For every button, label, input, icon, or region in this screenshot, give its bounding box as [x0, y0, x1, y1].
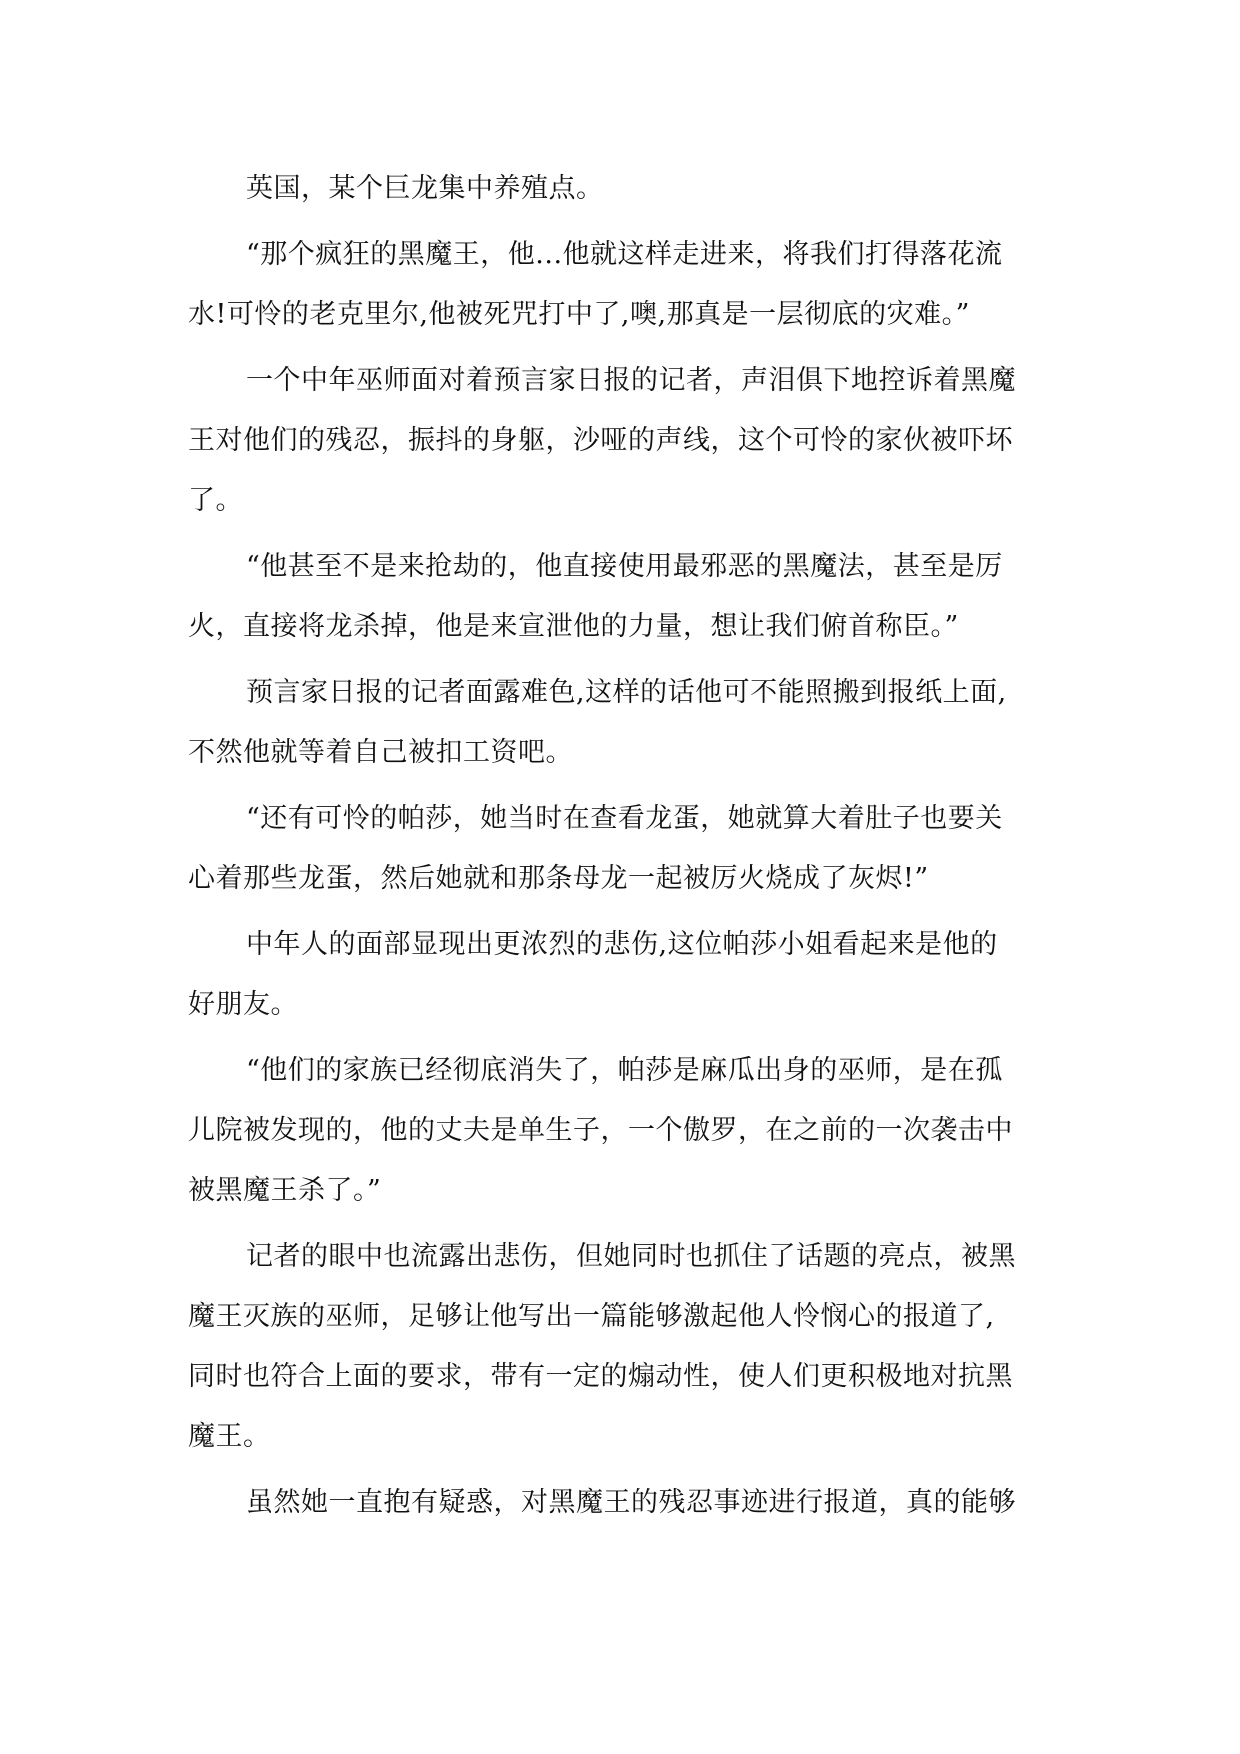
text-line: 好朋友。 [188, 989, 298, 1020]
text-line: 一个中年巫师面对着预言家日报的记者，声泪俱下地控诉着黑魔 [246, 365, 1016, 396]
text-line: 王对他们的残忍，振抖的身躯，沙哑的声线，这个可怜的家伙被吓坏 [188, 425, 1013, 456]
text-line: 火，直接将龙杀掉，他是来宣泄他的力量，想让我们俯首称臣。” [188, 611, 959, 642]
text-line: 不然他就等着自己被扣工资吧。 [188, 737, 573, 768]
text-line: “还有可怜的帕莎，她当时在查看龙蛋，她就算大着肚子也要关 [246, 803, 1003, 834]
text-line: 预言家日报的记者面露难色,这样的话他可不能照搬到报纸上面, [246, 677, 1007, 708]
text-line: 英国，某个巨龙集中养殖点。 [246, 173, 604, 204]
text-line: 被黑魔王杀了。” [188, 1175, 382, 1206]
text-line: 同时也符合上面的要求，带有一定的煽动性，使人们更积极地对抗黑 [188, 1361, 1013, 1392]
text-line: 记者的眼中也流露出悲伤，但她同时也抓住了话题的亮点，被黑 [246, 1241, 1016, 1272]
text-line: 虽然她一直抱有疑惑，对黑魔王的残忍事迹进行报道，真的能够 [246, 1487, 1016, 1518]
text-line: 儿院被发现的，他的丈夫是单生子，一个傲罗，在之前的一次袭击中 [188, 1115, 1013, 1146]
text-line: 魔王。 [188, 1421, 271, 1452]
text-line: 了。 [188, 485, 243, 516]
text-line: “那个疯狂的黑魔王，他...他就这样走进来，将我们打得落花流 [246, 239, 1003, 270]
text-line: 魔王灭族的巫师，足够让他写出一篇能够激起他人怜悯心的报道了, [188, 1301, 995, 1332]
body-text [188, 159, 1058, 1533]
text-line: 水!可怜的老克里尔,他被死咒打中了,噢,那真是一层彻底的灾难。” [188, 299, 970, 330]
text-line: 中年人的面部显现出更浓烈的悲伤,这位帕莎小姐看起来是他的 [246, 929, 998, 960]
text-line: “他们的家族已经彻底消失了，帕莎是麻瓜出身的巫师，是在孤 [246, 1055, 1003, 1086]
text-line: “他甚至不是来抢劫的，他直接使用最邪恶的黑魔法，甚至是厉 [246, 551, 1003, 582]
text-line: 心着那些龙蛋，然后她就和那条母龙一起被厉火烧成了灰烬!” [188, 863, 929, 894]
